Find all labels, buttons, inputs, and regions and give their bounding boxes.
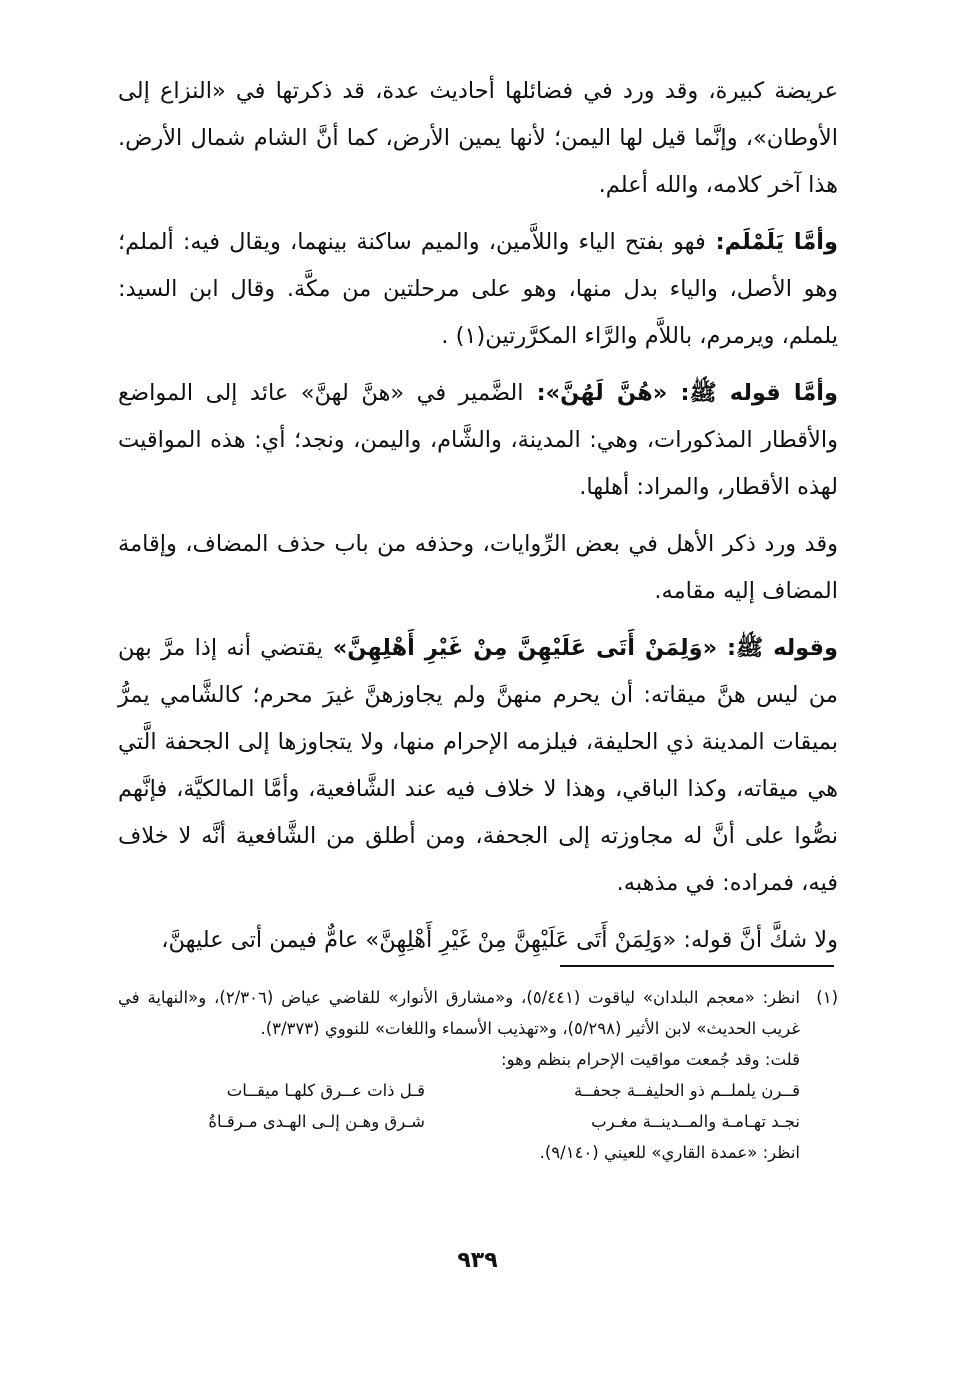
page-number: ٩٣٩	[457, 1248, 498, 1273]
footnote-source: انظر: «عمدة القاري» للعيني (٩/١٤٠).	[539, 1143, 800, 1162]
poem-line	[118, 1106, 800, 1137]
footnote-number: (١)	[816, 988, 838, 1007]
paragraph-lead: وأمَّا قوله ﷺ: «هُنَّ لَهُنَّ»:	[523, 380, 838, 406]
paragraph-text: فهو بفتح الياء واللاَّمين، والميم ساكنة بينهما، ويقال فيه: ألملم؛ وهو الأصل، والياء بدل منها، وهو على مرحلتين من مكَّة. وقال ابن السيد: يلملم، ويرمرم، باللاَّم والرَّاء المكرَّرتين(١) .	[118, 229, 838, 349]
footnote-poem	[118, 1044, 800, 1168]
poem-line	[118, 1075, 800, 1106]
paragraph-text: الضَّمير في «هنَّ لهنَّ» عائد إلى المواضع والأقطار المذكورات، وهي: المدينة، والشَّام، واليمن، ونجد؛ أي: هذه المواقيت لهذه الأقطار، والمراد: أهلها.	[118, 380, 838, 500]
paragraph-4	[118, 521, 838, 615]
poem-hemistich-first: قــرن يلملــم ذو الحليفــة جحفــة	[573, 1081, 800, 1100]
paragraph-3	[118, 370, 838, 511]
paragraph-1	[118, 68, 838, 209]
paragraph-text: عريضة كبيرة، وقد ورد في فضائلها أحاديث عدة، قد ذكرتها في «النزاع إلى الأوطان»، وإنَّما قيل لها اليمن؛ لأنها يمين الأرض، كما أنَّ الشام شمال الأرض. هذا آخر كلامه، والله أعلم.	[118, 78, 838, 198]
paragraph-text: يقتضي أنه إذا مرَّ بهن من ليس هنَّ ميقاته: أن يحرم منهنَّ ولم يجاوزهنَّ غيرَ محرم؛ كالشَّامي يمرُّ بميقات المدينة ذي الحليفة، فيلزمه الإحرام منها، ولا يتجاوزها إلى الجحفة الَّتي هي ميقاته، وكذا الباقي، وهذا لا خلاف فيه عند الشَّافعية، وأمَّا المالكيَّة، فإنَّهم نصُّوا على أنَّ له مجاوزته إلى الجحفة، ومن أطلق من الشَّافعية أنَّه لا خلاف فيه، فمراده: في مذهبه.	[118, 635, 838, 896]
poem-intro: قلت: وقد جُمعت مواقيت الإحرام بنظم وهو:	[501, 1050, 800, 1069]
paragraph-6	[118, 917, 838, 964]
main-text	[118, 68, 838, 974]
paragraph-lead: وأمَّا يَلَمْلَم:	[705, 229, 839, 255]
paragraph-text: ولا شكَّ أنَّ قوله: «وَلِمَنْ أَتَى عَلَيْهِنَّ مِنْ غَيْرِ أَهْلِهِنَّ» عامٌّ فيمن أتى عليهنَّ،	[161, 927, 838, 953]
footnote-text: انظر: «معجم البلدان» لياقوت (٥/٤٤١)، و«مشارق الأنوار» للقاضي عياض (٢/٣٠٦)، و«النهاية في غريب الحديث» لابن الأثير (٥/٢٩٨)، و«تهذيب الأسماء واللغات» للنووي (٣/٣٧٣).	[118, 988, 800, 1038]
poem-hemistich-first: نجـد تهـامـة والمــدينــة مغـرب	[591, 1112, 800, 1131]
paragraph-5	[118, 625, 838, 907]
paragraph-text: وقد ورد ذكر الأهل في بعض الرِّوايات، وحذفه من باب حذف المضاف، وإقامة المضاف إليه مقامه.	[118, 531, 838, 604]
paragraph-lead: وقوله ﷺ: «وَلِمَنْ أَتَى عَلَيْهِنَّ مِنْ غَيْرِ أَهْلِهِنَّ»	[322, 635, 838, 661]
footnote-separator	[560, 965, 834, 967]
footnote	[118, 982, 838, 1168]
poem-hemistich-second: قـل ذات عــرق كلهـا ميقــات	[226, 1081, 425, 1100]
footnote-entry	[118, 982, 838, 1044]
poem-hemistich-second: شـرق وهـن إلـى الهـدى مـرقـاةُ	[208, 1112, 425, 1131]
paragraph-2	[118, 219, 838, 360]
